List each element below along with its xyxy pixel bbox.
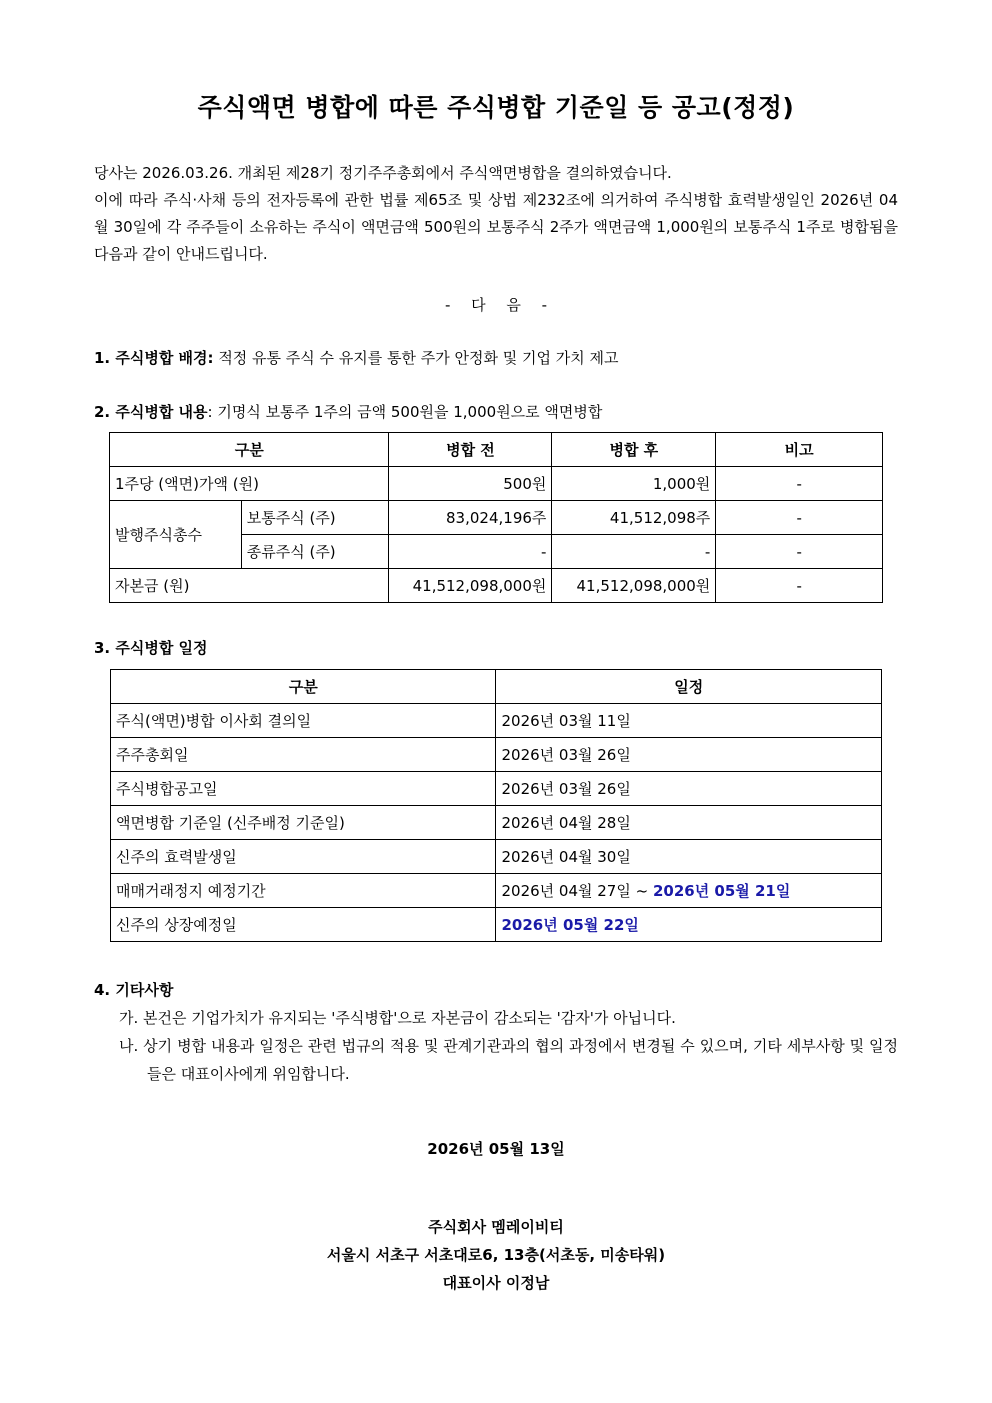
- section-1-label: 1. 주식병합 배경:: [94, 349, 214, 367]
- cell-after: 1,000원: [552, 467, 716, 501]
- company-ceo: 대표이사 이정남: [442, 1274, 550, 1292]
- row-label: 종류주식 (주): [241, 535, 389, 569]
- cell-note: -: [716, 501, 883, 535]
- table-row: [111, 704, 882, 738]
- table-row: [110, 569, 883, 603]
- table-row: [111, 840, 882, 874]
- schedule-label: 주식병합공고일: [111, 772, 496, 806]
- schedule-date: 2026년 03월 11일: [496, 704, 882, 738]
- schedule-label: 매매거래정지 예정기간: [111, 874, 496, 908]
- schedule-date: 2026년 04월 28일: [496, 806, 882, 840]
- col-header: 구분: [110, 433, 389, 467]
- cell-before: 83,024,196주: [389, 501, 552, 535]
- table-row: [111, 806, 882, 840]
- schedule-label: 신주의 상장예정일: [111, 908, 496, 942]
- merge-content-table: [109, 432, 883, 603]
- cell-before: -: [389, 535, 552, 569]
- schedule-label: 액면병합 기준일 (신주배정 기준일): [111, 806, 496, 840]
- intro-paragraph: [94, 160, 898, 268]
- schedule-date: 2026년 03월 26일: [496, 772, 882, 806]
- row-group-label: 발행주식총수: [110, 501, 242, 569]
- cell-note: -: [716, 467, 883, 501]
- col-header: 비고: [716, 433, 883, 467]
- col-header: 일정: [496, 670, 882, 704]
- col-header: 구분: [111, 670, 496, 704]
- section-4: [94, 976, 898, 1088]
- row-label: 자본금 (원): [110, 569, 389, 603]
- company-address: 서울시 서초구 서초대로6, 13층(서초동, 미송타워): [326, 1246, 666, 1264]
- company-name: 주식회사 멤레이비티: [428, 1218, 564, 1236]
- schedule-date: 2026년 04월 27일 ~: [501, 882, 653, 900]
- schedule-label: 주식(액면)병합 이사회 결의일: [111, 704, 496, 738]
- table-row: [111, 738, 882, 772]
- table-row: [110, 501, 883, 535]
- intro-line-1: 당사는 2026.03.26. 개최된 제28기 정기주주총회에서 주식액면병합을 결의하였습니다.: [94, 164, 672, 182]
- section-1-text: 적정 유통 주식 수 유지를 통한 주가 안정화 및 기업 가치 제고: [218, 349, 619, 367]
- table-header-row: [110, 433, 883, 467]
- schedule-table: [110, 669, 882, 942]
- table-header-row: [111, 670, 882, 704]
- section-2: [94, 401, 602, 422]
- section-3: [94, 637, 208, 658]
- schedule-date: 2026년 03월 26일: [496, 738, 882, 772]
- schedule-date-cell: [496, 908, 882, 942]
- table-row: [110, 467, 883, 501]
- intro-line-2: 이에 따라 주식·사채 등의 전자등록에 관한 법률 제65조 및 상법 제232조에 의거하여 주식병합 효력발생일인 2026년 04월 30일에 각 주주들이 소유하는 주식이 액면금액 500원의 보통주식 2주가 액면금액 1,000원의 보통주식 1주로 병합됨을 다음과 같이 안내드립니다.: [94, 191, 898, 263]
- table-row: [111, 874, 882, 908]
- schedule-date-highlight: 2026년 05월 22일: [501, 916, 639, 934]
- table-row: [111, 908, 882, 942]
- cell-after: -: [552, 535, 716, 569]
- col-header: 병합 전: [389, 433, 552, 467]
- schedule-label: 주주총회일: [111, 738, 496, 772]
- row-label: 보통주식 (주): [241, 501, 389, 535]
- cell-after: 41,512,098주: [552, 501, 716, 535]
- notice-date: 2026년 05월 13일: [427, 1140, 565, 1158]
- cell-before: 41,512,098,000원: [389, 569, 552, 603]
- row-label: 1주당 (액면)가액 (원): [110, 467, 389, 501]
- misc-item: 나. 상기 병합 내용과 일정은 관련 법규의 적용 및 관계기관과의 협의 과정에서 변경될 수 있으며, 기타 세부사항 및 일정들은 대표이사에게 위임합니다.: [119, 1037, 898, 1083]
- section-3-label: 3. 주식병합 일정: [94, 639, 208, 657]
- table-row: [111, 772, 882, 806]
- schedule-date: 2026년 04월 30일: [496, 840, 882, 874]
- cell-note: -: [716, 535, 883, 569]
- cell-after: 41,512,098,000원: [552, 569, 716, 603]
- section-2-label: 2. 주식병합 내용: [94, 403, 208, 421]
- page-title: 주식액면 병합에 따른 주식병합 기준일 등 공고(정정): [197, 93, 795, 122]
- misc-item: 가. 본건은 기업가치가 유지되는 '주식병합'으로 자본금이 감소되는 '감자'가 아닙니다.: [119, 1009, 676, 1027]
- cell-before: 500원: [389, 467, 552, 501]
- section-2-text: : 기명식 보통주 1주의 금액 500원을 1,000원으로 액면병합: [207, 403, 603, 421]
- section-1: [94, 347, 619, 368]
- schedule-label: 신주의 효력발생일: [111, 840, 496, 874]
- separator: - 다 음 -: [444, 296, 548, 314]
- schedule-date-highlight: 2026년 05월 21일: [652, 882, 791, 900]
- schedule-date-cell: [496, 874, 882, 908]
- cell-note: -: [716, 569, 883, 603]
- col-header: 병합 후: [552, 433, 716, 467]
- section-4-label: 4. 기타사항: [94, 981, 174, 999]
